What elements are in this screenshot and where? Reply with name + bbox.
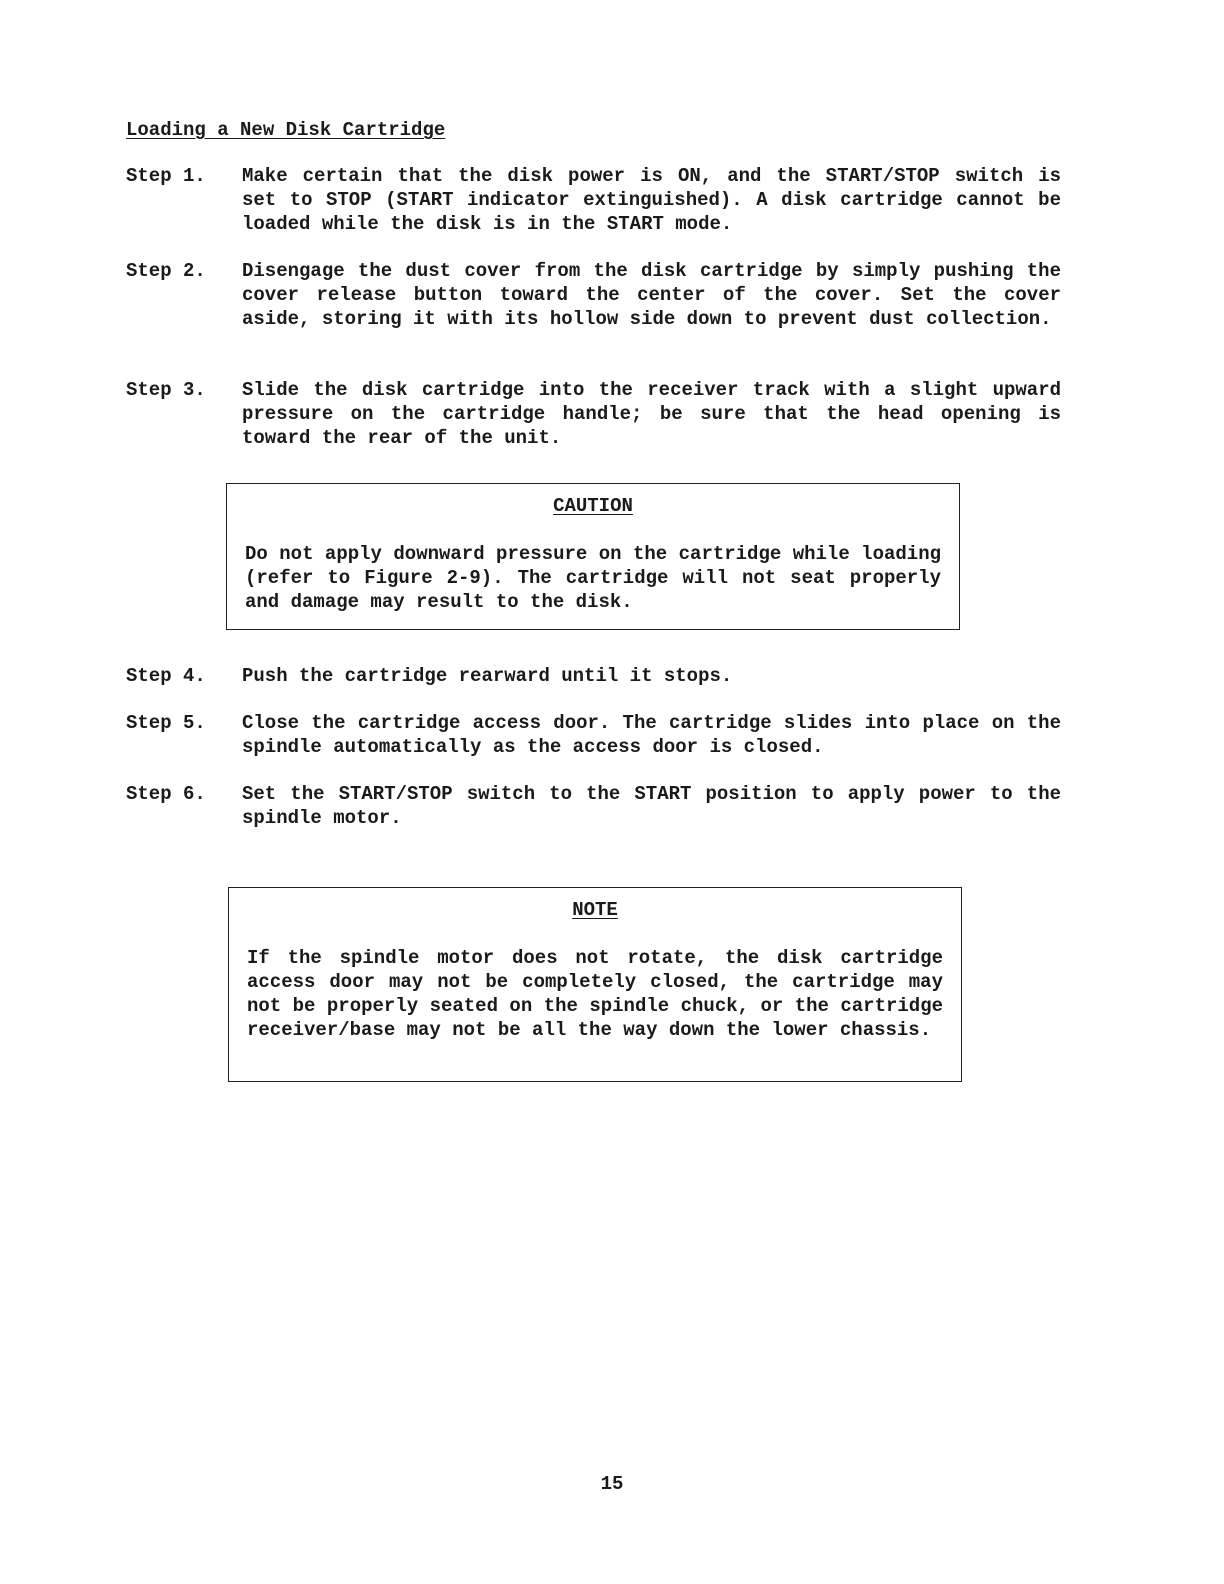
step-3 <box>126 378 1061 450</box>
step-label: Step 6. <box>126 783 206 805</box>
step-1 <box>126 164 1061 236</box>
step-6 <box>126 782 1061 830</box>
page-number: 15 <box>600 1473 624 1495</box>
step-text: Make certain that the disk power is ON, and the START/STOP switch is set to STOP (START indicator extinguished). A disk cartridge cannot be loaded while the disk is in the START mode. <box>242 165 1061 235</box>
caution-title: CAUTION <box>553 495 633 517</box>
caution-box <box>226 483 960 630</box>
step-5 <box>126 711 1061 759</box>
section-heading: Loading a New Disk Cartridge <box>126 119 446 141</box>
note-box <box>228 887 962 1082</box>
step-text: Push the cartridge rearward until it stops. <box>242 665 733 687</box>
note-title: NOTE <box>572 899 618 921</box>
step-4 <box>126 664 1061 688</box>
step-label: Step 3. <box>126 379 206 401</box>
step-text: Slide the disk cartridge into the receiver track with a slight upward pressure on the cartridge handle; be sure that the head opening is toward the rear of the unit. <box>242 379 1061 449</box>
step-text: Disengage the dust cover from the disk cartridge by simply pushing the cover release button toward the center of the cover. Set the cover aside, storing it with its hollow side down to prevent dust collection. <box>242 260 1061 330</box>
step-text: Close the cartridge access door. The cartridge slides into place on the spindle automatically as the access door is closed. <box>242 712 1061 758</box>
step-label: Step 4. <box>126 665 206 687</box>
note-text: If the spindle motor does not rotate, the disk cartridge access door may not be completely closed, the cartridge may not be properly seated on the spindle chuck, or the cartridge receiver/base may not be all the way down the lower chassis. <box>247 947 943 1041</box>
step-label: Step 5. <box>126 712 206 734</box>
step-label: Step 2. <box>126 260 206 282</box>
step-label: Step 1. <box>126 165 206 187</box>
caution-text: Do not apply downward pressure on the cartridge while loading (refer to Figure 2-9). The cartridge will not seat properly and damage may result to the disk. <box>245 543 941 613</box>
step-2 <box>126 259 1061 331</box>
step-text: Set the START/STOP switch to the START position to apply power to the spindle motor. <box>242 783 1061 829</box>
